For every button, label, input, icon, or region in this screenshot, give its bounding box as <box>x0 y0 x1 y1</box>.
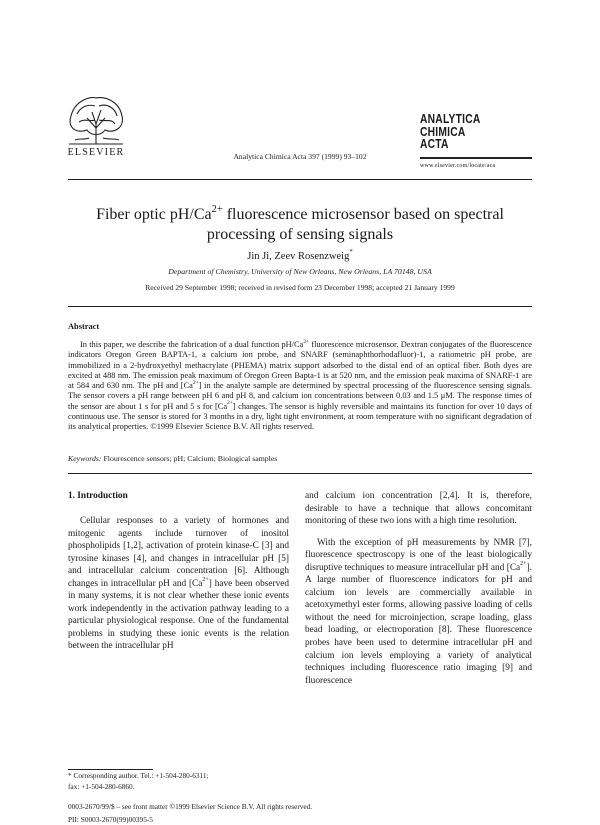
abstract-text-3: ] in the analyte sample are determined by spectral processing of the fluorescence sensing signals. The sensor covers a pH range between pH 6 and pH 8, and calcium ion concentrations between 0.03 and 1.5 μM. The response times of the sensor are about 1 s for pH and 5 s for [Ca <box>68 381 532 411</box>
abstract-text-2: fluorescence microsensor. Dextran conjugates of the fluorescence indicators Oregon Green BAPTA-1, a calcium ion probe, and SNARF (seminaphthorhodafluor)-1, a ratiometric pH probe, are immobilized in a 2-hydroxyethyl methacrylate (PHEMA) matrix support adsorbed to the distal end of an optical fiber. Both dyes are excited at 488 nm. The emission peak maximum of Oregon Green Bapta-1 is at 520 nm, and the emission peak maxima of SNARF-1 are at 584 and 630 nm. The pH and [Ca <box>68 340 533 391</box>
footnote-rule <box>68 769 153 770</box>
author-list <box>0 248 600 262</box>
intro-left-text-1: Cellular responses to a variety of hormones and mitogenic agents include turnover of inositol phospholipids [1,2], activation of protein kinase-C [3] and tyrosine kinases [4], and changes in intracellular pH [5] and intracellular calcium concentration [6]. Although changes in intracellular pH and [Ca <box>68 516 289 589</box>
abstract-sup-3: 2+ <box>227 400 233 407</box>
intro-left-text-2: ] have been observed in many systems, it is not clear whether these ionic events work independently in the activation pathway leading to a particular physiological response. One of the fundamental problems in studying these ionic events is the relation between the intracellular pH <box>68 578 289 652</box>
footnote-line-2: fax: +1-504-280-6860. <box>68 781 135 791</box>
left-column <box>68 515 289 653</box>
corresponding-mark: * <box>349 248 353 256</box>
article-title <box>60 205 540 245</box>
footer-pii: PII: S0003-2670(99)00395-5 <box>68 815 153 824</box>
intro-paragraph-1 <box>68 515 289 653</box>
abstract-sup-1: 2+ <box>303 338 310 345</box>
intro-right-text-2: ]. A large number of fluorescence indicators for pH and calcium ion levels are commercially available in acetoxymethyl ester forms, allowing passive loading of cells without the need for microinjection, scrape loading, glass bead loading, or electroporation [8]. These fluorescence probes have been used to determine intracellular pH and calcium ion levels employing a variety of analytical techniques including fluorescence ratio imaging [9] and fluorescence <box>305 562 532 686</box>
title-superscript: 2+ <box>211 203 223 215</box>
journal-masthead-rule <box>420 157 532 159</box>
journal-masthead <box>420 113 481 151</box>
abstract-top-rule <box>68 306 532 307</box>
footer-issn: 0003-2670/99/$ – see front matter ©1999 Elsevier Science B.V. All rights reserved. <box>68 802 313 811</box>
journal-citation: Analytica Chimica Acta 397 (1999) 93–102 <box>233 152 367 161</box>
journal-url: www.elsevier.com/locate/aca <box>420 163 496 169</box>
elsevier-tree-logo <box>65 94 127 146</box>
abstract-bottom-rule <box>68 473 532 474</box>
affiliation: Department of Chemistry, University of New Orleans, New Orleans, LA 70148, USA <box>168 267 432 276</box>
section-heading: 1. Introduction <box>68 491 128 501</box>
received-dates: Received 29 September 1998; received in revised form 23 December 1998; accepted 21 January 1999 <box>145 283 455 292</box>
intro-right-sup: 2+ <box>520 561 527 568</box>
keywords <box>68 454 532 463</box>
authors: Jin Ji, Zeev Rosenzweig <box>247 251 350 262</box>
publisher-name: ELSEVIER <box>67 147 125 158</box>
journal-line-1: ANALYTICA <box>420 112 481 126</box>
abstract-sup-2: 2+ <box>192 379 199 386</box>
intro-right-text-1: With the exception of pH measurements by NMR [7], fluorescence spectroscopy is one of the least biologically disruptive techniques to measure intracellular pH and [Ca <box>305 537 532 573</box>
abstract-text-1: In this paper, we describe the fabrication of a dual function pH/Ca <box>80 340 304 349</box>
intro-paragraph-2: and calcium ion concentration [2,4]. It is, therefore, desirable to have a technique that allows concomitant monitoring of these two ions with a high time resolution. <box>305 491 532 527</box>
title-prefix: Fiber optic pH/Ca <box>96 206 212 223</box>
keywords-label: Keywords: <box>68 454 102 463</box>
abstract-paragraph <box>68 340 532 433</box>
footnote-line-1: * Corresponding author. Tel.: +1-504-280-6311; <box>68 771 209 780</box>
right-column <box>305 490 532 687</box>
abstract-text-4: ] changes. The sensor is highly reversible and maintains its function for over 10 days of continuous use. The sensor is stored for 3 months in a dry, light tight environment, at room temperature with no significant degradation of its analytical properties. ©1999 Elsevier Science B.V. All rights reserved. <box>68 401 532 432</box>
keywords-text: Flourescence sensors; pH; Calcium; Biological samples <box>101 454 278 463</box>
abstract-body <box>68 340 532 433</box>
intro-paragraph-3 <box>305 537 532 688</box>
intro-left-sup: 2+ <box>202 577 209 584</box>
journal-line-2: CHIMICA <box>420 124 466 139</box>
abstract-heading: Abstract <box>68 322 100 331</box>
title-suffix: fluorescence microsensor based on spectral processing of sensing signals <box>206 206 504 243</box>
header-rule <box>68 179 532 180</box>
footnote <box>68 771 368 792</box>
journal-line-3: ACTA <box>420 137 449 151</box>
